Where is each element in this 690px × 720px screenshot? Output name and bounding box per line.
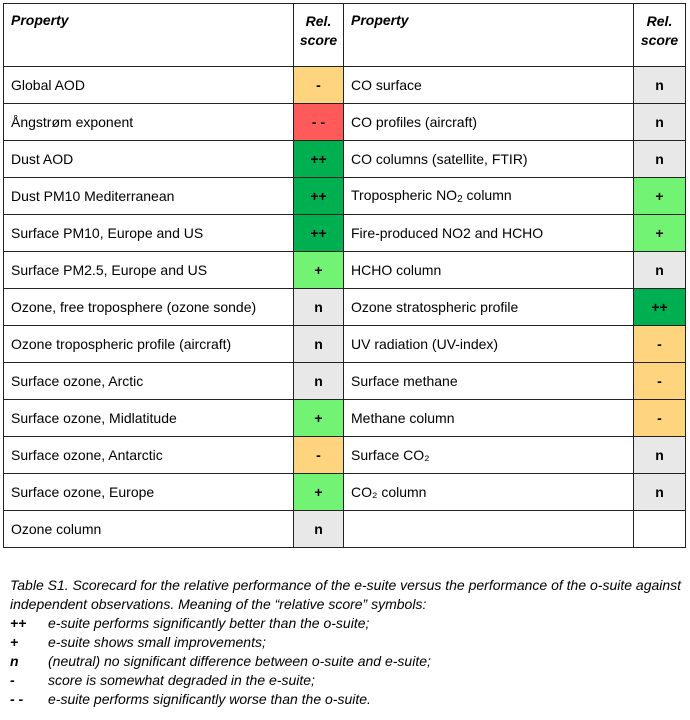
property-cell-right: CO columns (satellite, FTIR) [344,141,634,178]
header-score-left [294,4,344,67]
legend-symbol: - [10,672,15,688]
score-cell-right: n [634,252,686,289]
property-text: Tropospheric NO [351,187,458,203]
score-cell-left: - [294,67,344,104]
score-cell-right [634,511,686,548]
legend-meaning: e-suite shows small improvements; [48,634,266,650]
property-cell-right [344,511,634,548]
score-cell-right: n [634,104,686,141]
score-cell-right: + [634,178,686,215]
table-row [4,511,686,548]
property-cell-right: Ozone stratospheric profile [344,289,634,326]
header-score-right [634,4,686,67]
property-cell-right [344,178,634,215]
legend-item [10,671,682,690]
property-cell-right: HCHO column [344,252,634,289]
legend-symbol: + [10,634,19,650]
legend-meaning: (neutral) no significant difference between o-suite and e-suite; [48,653,431,669]
property-cell-left: Surface PM2.5, Europe and US [4,252,294,289]
property-cell-left: Surface ozone, Europe [4,474,294,511]
property-cell-left: Dust PM10 Mediterranean [4,178,294,215]
score-cell-right: + [634,215,686,252]
table-row [4,252,686,289]
property-cell-left: Ozone, free troposphere (ozone sonde) [4,289,294,326]
caption-text: Table S1. Scorecard for the relative performance of the e-suite versus the performance of the o-suite against independent observations. Meaning of the “relative score” symbols: [10,577,682,612]
score-legend [10,614,682,709]
score-cell-right: ++ [634,289,686,326]
legend-item [10,633,682,652]
score-cell-left: ++ [294,215,344,252]
score-cell-left: - - [294,104,344,141]
score-cell-left: + [294,474,344,511]
property-cell-left: Surface PM10, Europe and US [4,215,294,252]
table-row [4,474,686,511]
property-cell-left: Surface ozone, Arctic [4,363,294,400]
score-cell-right: n [634,67,686,104]
table-row [4,215,686,252]
score-cell-right: n [634,141,686,178]
legend-item [10,614,682,633]
score-cell-left: + [294,252,344,289]
scorecard-table [3,3,686,548]
subscript: 2 [457,194,463,205]
legend-symbol: n [10,653,19,669]
property-cell-right: Surface methane [344,363,634,400]
property-cell-left: Ozone tropospheric profile (aircraft) [4,326,294,363]
score-cell-left: n [294,511,344,548]
score-cell-left: - [294,437,344,474]
header-score-line2: score [299,32,338,48]
score-cell-left: + [294,400,344,437]
property-cell-right: Methane column [344,400,634,437]
table-caption [10,576,682,709]
property-cell-right: CO surface [344,67,634,104]
property-cell-left: Surface ozone, Midlatitude [4,400,294,437]
score-cell-right: n [634,437,686,474]
table-row [4,289,686,326]
property-cell-right: UV radiation (UV-index) [344,326,634,363]
property-cell-right: Fire-produced NO2 and HCHO [344,215,634,252]
property-cell-left: Surface ozone, Antarctic [4,437,294,474]
legend-symbol: ++ [10,615,27,631]
score-cell-right: n [634,474,686,511]
score-cell-right: - [634,326,686,363]
table-row [4,437,686,474]
table-row [4,178,686,215]
score-cell-left: n [294,363,344,400]
score-cell-right: - [634,400,686,437]
property-cell-left: Global AOD [4,67,294,104]
table-row [4,363,686,400]
property-text: column [462,187,512,203]
legend-meaning: e-suite performs significantly better than the o-suite; [48,615,370,631]
score-cell-left: ++ [294,178,344,215]
legend-item [10,690,682,709]
header-property-right: Property [344,4,634,67]
score-cell-right: - [634,363,686,400]
property-cell-right: Surface CO₂ [344,437,634,474]
header-score-line2: score [640,32,679,48]
property-cell-left: Ångstrøm exponent [4,104,294,141]
property-cell-left: Dust AOD [4,141,294,178]
legend-symbol: - - [10,691,24,707]
table-row [4,67,686,104]
property-cell-right: CO profiles (aircraft) [344,104,634,141]
legend-meaning: score is somewhat degraded in the e-suite; [48,672,315,688]
table-row [4,104,686,141]
table-row [4,400,686,437]
property-cell-right: CO₂ column [344,474,634,511]
header-property-left: Property [4,4,294,67]
score-cell-left: ++ [294,141,344,178]
header-row [4,4,686,67]
header-score-line1: Rel. [646,13,673,29]
legend-item [10,652,682,671]
score-cell-left: n [294,289,344,326]
table-row [4,141,686,178]
table-row [4,326,686,363]
property-cell-left: Ozone column [4,511,294,548]
header-score-line1: Rel. [305,13,332,29]
score-cell-left: n [294,326,344,363]
legend-meaning: e-suite performs significantly worse than the o-suite. [48,691,371,707]
